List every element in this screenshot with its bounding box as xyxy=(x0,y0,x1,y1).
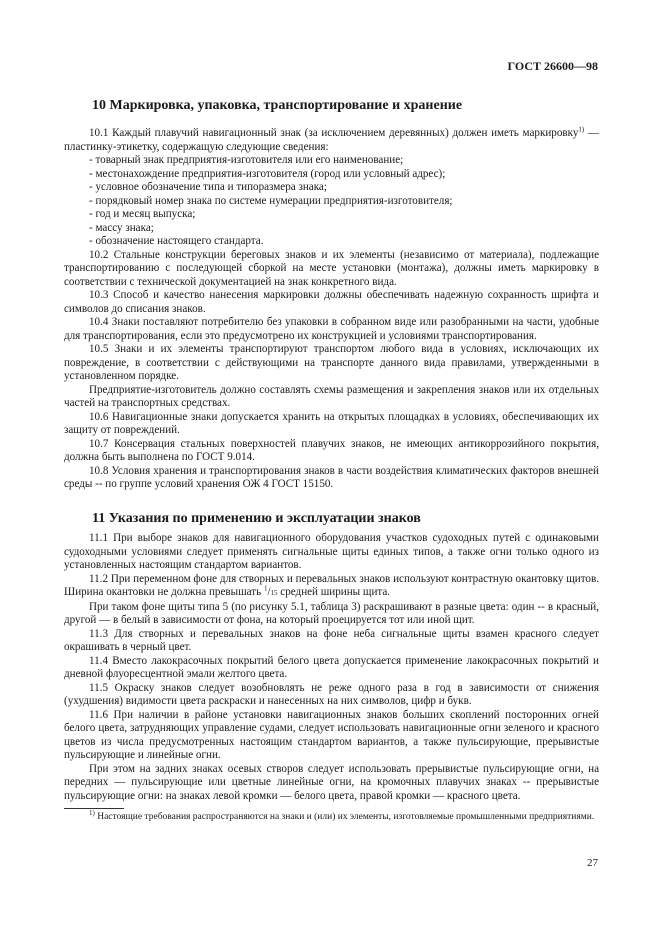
paragraph-10-2: 10.2 Стальные конструкции береговых знаков и их элементы (независимо от материала), подлежащие транспортированию с последующей сборкой на месте установки (монтажа), должны иметь маркировку в соответствии с технической документацией на знак конкретного вида. xyxy=(64,248,599,288)
paragraph-11-6: 11.6 При наличии в районе установки навигационных знаков больших скоплений посторонних огней белого цвета, затрудняющих управление судами, следует использовать навигационные огни зеленого и красного цветов из числа предусмотренных настоящим стандартом вариантов, а также пульсирующие, прерывистые пульсирующие и линейные огни. xyxy=(64,708,599,761)
paragraph-11-6-note: При этом на задних знаках осевых створов следует использовать прерывистые пульсирующие огни, на передних — пульсирующие или цветные линейные огни, на кромочных плавучих знаках -- прерывистые пульсирующие огни: на знаках левой кромки — белого цвета, правой кромки — красного цвета. xyxy=(64,762,599,802)
paragraph-11-2-note: При таком фоне щиты типа 5 (по рисунку 5.1, таблица 3) раскрашивают в разные цвета: один -- в красный, другой — в белый в зависимости от фона, на который проецируется тот или иной щит. xyxy=(64,600,599,626)
list-item: - товарный знак предприятия-изготовителя или его наименование; xyxy=(89,154,404,166)
footnote-marker: 1) xyxy=(89,808,95,817)
paragraph-10-1: 10.1 Каждый плавучий навигационный знак (за исключением деревянных) должен иметь маркировку$^{1)}$ — пластинку-этикетку, содержащую следующие сведения: xyxy=(64,125,599,153)
paragraph-10-6: 10.6 Навигационные знаки допускается хранить на открытых площадках в условиях, обеспечивающих их защиту от повреждений. xyxy=(64,410,599,436)
paragraph-10-4: 10.4 Знаки поставляют потребителю без упаковки в собранном виде или разобранными на части, удобные для транспортирования, если это предусмотрено их конструкцией и условиями транспортирования. xyxy=(64,316,599,342)
paragraph-10-5: 10.5 Знаки и их элементы транспортируют транспортом любого вида в условиях, исключающих их повреждение, в соответствии с действующими на транспорте данного вида правилами, утвержденными в установленном порядке. xyxy=(64,343,599,382)
footnote-ref: 1) xyxy=(578,125,585,134)
list-item: - порядковый номер знака по системе нумерации предприятия-изготовителя; xyxy=(89,194,453,207)
list-item: - местонахождение предприятия-изготовителя (город или условный адрес); xyxy=(89,167,446,180)
section-11-body xyxy=(64,532,599,803)
page-number: 27 xyxy=(587,857,598,869)
paragraph-10-5-note: Предприятие-изготовитель должно составлять схемы размещения и закрепления знаков или их отдельных частей на транспортных средствах. xyxy=(64,383,599,409)
paragraph-11-5: 11.5 Окраску знаков следует возобновлять не реже одного раза в год в зависимости от снижения (ухудшения) видимости цвета раскраски и нанесенных на них символов, цифр и букв. xyxy=(64,681,599,707)
section-10-body xyxy=(64,127,599,492)
paragraph-10-7: 10.7 Консервация стальных поверхностей плавучих знаков, не имеющих антикоррозийного покрытия, должна быть выполнена по ГОСТ 9.014. xyxy=(64,437,599,463)
paragraph-11-4: 11.4 Вместо лакокрасочных покрытий белого цвета допускается применение лакокрасочных покрытий и дневной флуоресцентной эмали желтого цвета. xyxy=(64,654,599,680)
list-item: - обозначение настоящего стандарта. xyxy=(89,235,264,247)
paragraph-10-8: 10.8 Условия хранения и транспортирования знаков в части воздействия климатических факторов внешней среды -- по группе условий хранения ОЖ 4 ГОСТ 15150. xyxy=(64,464,599,490)
list-item: - условное обозначение типа и типоразмера знака; xyxy=(89,181,327,193)
list-item: - массу знака; xyxy=(89,221,154,234)
section-11-title: 11 Указания по применению и эксплуатации знаков xyxy=(92,511,421,526)
footnote xyxy=(64,808,599,824)
paragraph-11-1: 11.1 При выборе знаков для навигационного оборудования участков судоходных путей с одинаковыми судоходными условиями следует применять сигнальные щиты единых типов, а также огни только одного из установленных настоящим стандартом вариантов. xyxy=(64,532,599,571)
paragraph-11-2: 11.2 При переменном фоне для створных и перевальных знаков используют контрастную окантовку щитов. Ширина окантовки не должна превышать $^1$/15 средней ширины щита. xyxy=(64,572,599,598)
fraction: $^1$/15 xyxy=(263,584,278,598)
paragraph-11-3: 11.3 Для створных и перевальных знаков на фоне неба сигнальные щиты взамен красного следует окрашивать в черный цвет. xyxy=(64,627,599,653)
section-10-title: 10 Маркировка, упаковка, транспортирование и хранение xyxy=(92,98,463,113)
standard-number: ГОСТ 26600—98 xyxy=(507,59,598,73)
footnote-text: Настоящие требования распространяются на знаки и (или) их элементы, изготовляемые промышленными предприятиями. xyxy=(94,812,595,822)
list-item: - год и месяц выпуска; xyxy=(89,208,196,220)
paragraph-10-3: 10.3 Способ и качество нанесения маркировки должны обеспечивать надежную сохранность шрифта и символов до списания знаков. xyxy=(64,289,599,315)
